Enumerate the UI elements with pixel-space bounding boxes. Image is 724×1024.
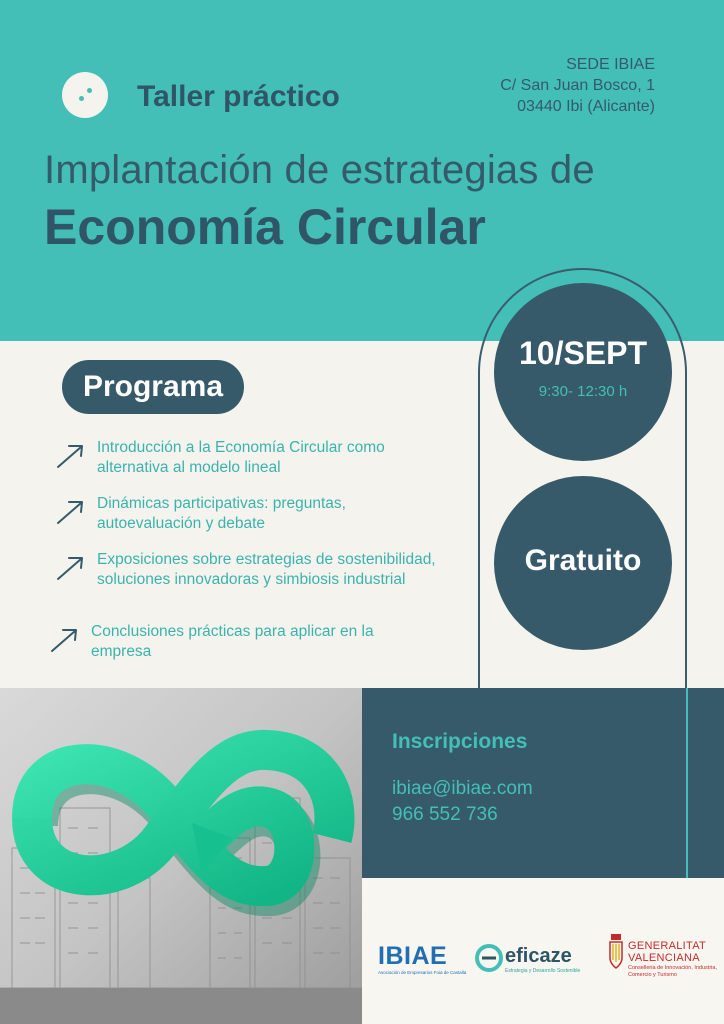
dots-logo-icon — [62, 72, 108, 118]
arch-line-segment — [686, 688, 688, 878]
arrow-up-right-icon — [54, 498, 86, 526]
registration-phone[interactable]: 966 552 736 — [392, 804, 498, 825]
kicker-title: Taller práctico — [137, 80, 340, 113]
arrow-up-right-icon — [54, 554, 86, 582]
venue-line: SEDE IBIAE — [566, 56, 655, 73]
price-badge — [494, 476, 672, 650]
registration-email[interactable]: ibiae@ibiae.com — [392, 778, 533, 799]
venue-address — [500, 54, 655, 117]
event-date: 10/SEPT — [518, 335, 648, 371]
registration-heading: Inscripciones — [392, 730, 528, 753]
event-price: Gratuito — [524, 544, 642, 577]
gv-shield-icon — [608, 932, 624, 972]
title-line-1: Implantación de estrategias de — [44, 148, 595, 192]
venue-line: 03440 Ibi (Alicante) — [517, 98, 655, 115]
arrow-up-right-icon — [54, 442, 86, 470]
infinity-recycle-icon — [0, 688, 362, 1024]
gv-logo — [628, 940, 706, 964]
ibiae-logo: IBIAE — [378, 942, 448, 970]
title-line-2: Economía Circular — [44, 199, 486, 255]
program-item-text: Dinámicas participativas: preguntas, autoevaluación y debate — [97, 495, 346, 532]
event-time: 9:30- 12:30 h — [538, 383, 628, 400]
sponsor-footer — [362, 878, 724, 1024]
gv-department: Conselleria de Innovación, Industria, Comercio y Turismo — [628, 965, 717, 978]
eficaze-logo: eficaze — [505, 945, 572, 967]
arrow-up-right-icon — [48, 626, 80, 654]
program-item-text: Introducción a la Economía Circular como alternativa al modelo lineal — [97, 439, 385, 476]
program-item-text: Conclusiones prácticas para aplicar en la empresa — [91, 623, 374, 660]
program-item-text: Exposiciones sobre estrategias de sostenibilidad, soluciones innovadoras y simbiosis industrial — [97, 551, 436, 588]
gv-line-2: VALENCIANA — [628, 952, 700, 964]
venue-line: C/ San Juan Bosco, 1 — [500, 77, 655, 94]
gv-line-1: GENERALITAT — [628, 940, 707, 952]
eficaze-tagline: Estrategia y Desarrollo Sostenible — [505, 968, 581, 974]
ibiae-tagline: Asociación de Empresarios Foia de Castalla — [378, 970, 467, 975]
date-badge — [494, 283, 672, 461]
eficaze-logo-icon — [474, 943, 504, 973]
registration-panel — [362, 688, 724, 878]
program-heading: Programa — [62, 360, 244, 414]
